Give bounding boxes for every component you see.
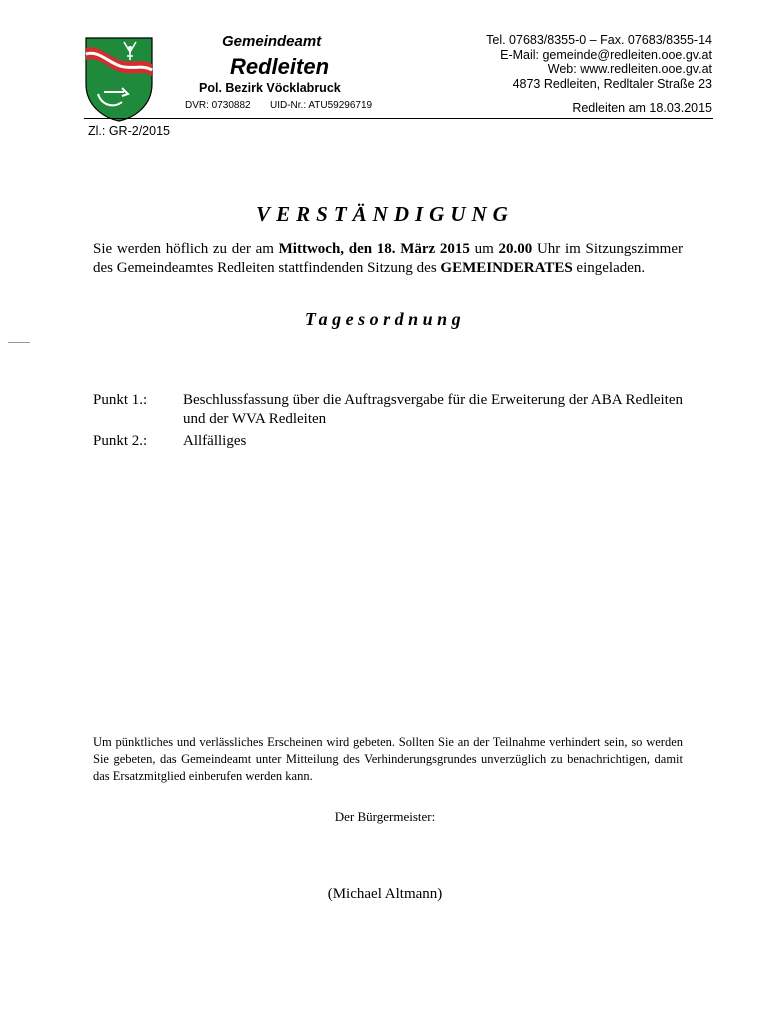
invitation-part-4: eingeladen. [572, 260, 646, 276]
agenda-item-label: Punkt 2.: [93, 433, 148, 449]
agenda-item-label: Punkt 1.: [93, 392, 148, 408]
agenda-item [93, 432, 683, 452]
municipal-office-label: Gemeindeamt [222, 33, 322, 50]
postal-address: 4873 Redleiten, Redltaler Straße 23 [512, 76, 712, 91]
reference-number: Zl.: GR-2/2015 [88, 124, 170, 138]
invitation-part-2: um [469, 241, 499, 257]
contact-block [392, 33, 712, 91]
invitation-part-1: Sie werden höflich zu der am [93, 241, 279, 257]
municipal-coat-of-arms-icon [84, 36, 154, 122]
meeting-time: 20.00 [498, 241, 533, 257]
signatory-name: (Michael Altmann) [327, 886, 443, 902]
email-address: E-Mail: gemeinde@redleiten.ooe.gv.at [500, 47, 712, 62]
vat-id: UID-Nr.: ATU59296719 [270, 100, 373, 111]
agenda-item-text: Allfälliges [183, 433, 247, 449]
agenda-item-text: Beschlussfassung über die Auftragsvergabe für die Erweiterung der ABA Redleiten und der WVA Redleiten [183, 392, 684, 427]
phone-fax: Tel. 07683/8355-0 – Fax. 07683/8355-14 [486, 33, 712, 47]
district-name: Pol. Bezirk Vöcklabruck [199, 81, 341, 95]
meeting-date: Mittwoch, den 18. März 2015 [278, 241, 470, 257]
header-divider [84, 118, 713, 119]
council-body: GEMEINDERATES [440, 260, 573, 276]
dvr-number: DVR: 0730882 [185, 100, 251, 111]
agenda-item [93, 391, 683, 431]
agenda-heading: Tagesordnung [304, 309, 466, 329]
margin-mark [8, 342, 30, 343]
invitation-part-3: Uhr im Sitzungszimmer des Gemeindeamtes Redleiten stattfindenden Sitzung des [93, 241, 684, 276]
municipality-name: Redleiten [230, 54, 330, 79]
signature-title: Der Bürgermeister: [334, 809, 436, 824]
place-and-date: Redleiten am 18.03.2015 [572, 101, 712, 115]
document-title: VERSTÄNDIGUNG [256, 202, 514, 226]
website: Web: www.redleiten.ooe.gv.at [547, 62, 712, 76]
closing-paragraph: Um pünktliches und verlässliches Erscheinen wird gebeten. Sollten Sie an der Teilnahme verhindert sein, so werden Sie gebeten, das Gemeindeamt unter Mitteilung des Verhinderungsgrundes unverzüglich zu benachrichtigen, damit das Ersatzmitglied einberufen werden kann. [93, 735, 683, 783]
invitation-text [93, 240, 683, 278]
